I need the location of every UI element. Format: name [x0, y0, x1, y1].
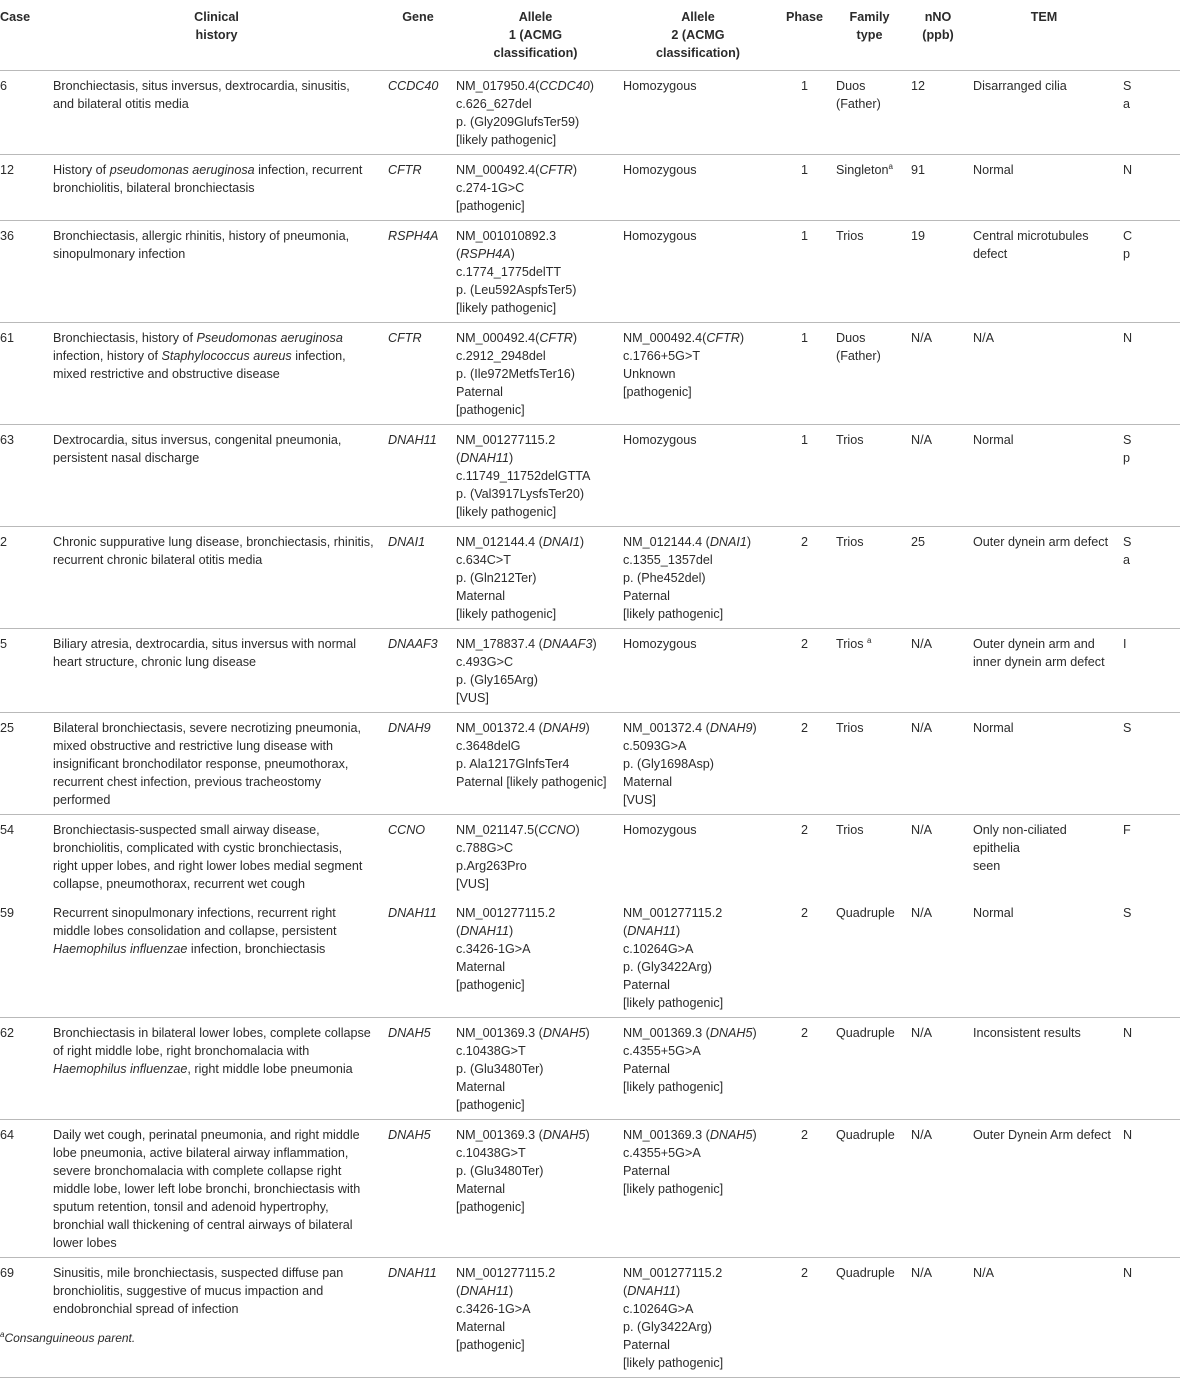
- cell-clinical-history: Biliary atresia, dextrocardia, situs inversus with normal heart structure, chronic lung disease: [49, 629, 384, 713]
- italic-term: DNAH11: [460, 451, 509, 465]
- header-cropped: [1119, 0, 1180, 71]
- cell-case: 5: [0, 629, 49, 713]
- cell-allele-2: NM_001369.3 (DNAH5) c.4355+5G>A Paternal [likely pathogenic]: [619, 1120, 777, 1258]
- cell-allele-2: Homozygous: [619, 221, 777, 323]
- cell-phase: 2: [777, 1258, 832, 1378]
- italic-term: CFTR: [539, 163, 573, 177]
- cell-tem: N/A: [969, 1258, 1119, 1378]
- cell-allele-2: Homozygous: [619, 425, 777, 527]
- table-row: [0, 425, 1180, 527]
- cell-nno: N/A: [907, 898, 969, 1018]
- italic-term: DNAH5: [709, 1026, 753, 1040]
- cell-clinical-history: Daily wet cough, perinatal pneumonia, and right middle lobe pneumonia, active bilateral airway inflammation, severe bronchomalacia with complete collapse right middle lobe, lower left lobe bronchi, bronchiectasis with sputum retention, tonsil and adenoid hypertrophy, bronchial wall thickening of central airways of bilateral lower lobes: [49, 1120, 384, 1258]
- cell-phase: 1: [777, 221, 832, 323]
- italic-term: Haemophilus influenzae: [53, 942, 188, 956]
- table-row: [0, 221, 1180, 323]
- cell-cropped: N: [1119, 155, 1180, 221]
- cell-family-type: Trios: [836, 823, 864, 837]
- cell-gene: DNAH5: [384, 1018, 452, 1120]
- italic-term: CFTR: [539, 331, 573, 345]
- cell-nno: N/A: [907, 425, 969, 527]
- cell-clinical-history: History of pseudomonas aeruginosa infection, recurrent bronchiolitis, bilateral bronchiectasis: [49, 155, 384, 221]
- cell-nno: N/A: [907, 713, 969, 815]
- cell-nno: 91: [907, 155, 969, 221]
- cell-family-type: Trios: [832, 221, 907, 323]
- cell-phase: 2: [777, 1120, 832, 1258]
- cell-allele-2: Homozygous: [619, 71, 777, 155]
- cell-phase: 1: [777, 425, 832, 527]
- cell-gene: DNAH11: [384, 898, 452, 1018]
- table-row: [0, 1018, 1180, 1120]
- cell-case: 62: [0, 1018, 49, 1120]
- cell-cropped: N: [1119, 1258, 1180, 1378]
- cell-cropped: S: [1119, 898, 1180, 1018]
- header-nno: nNO (ppb): [907, 0, 969, 71]
- cell-allele-2: NM_001369.3 (DNAH5) c.4355+5G>A Paternal [likely pathogenic]: [619, 1018, 777, 1120]
- cell-tem: Normal: [969, 425, 1119, 527]
- italic-term: DNAH5: [709, 1128, 753, 1142]
- cell-allele-1: NM_001277115.2 (DNAH11) c.3426-1G>A Maternal [pathogenic]: [452, 1258, 619, 1378]
- cell-phase: 1: [777, 71, 832, 155]
- italic-term: Staphylococcus aureus: [161, 349, 292, 363]
- cell-case: 59: [0, 898, 49, 1018]
- cell-gene: CFTR: [384, 155, 452, 221]
- cell-clinical-history: Sinusitis, mile bronchiectasis, suspected diffuse pan bronchiolitis, suggestive of mucus impaction and endobronchial spread of infection: [49, 1258, 384, 1378]
- cell-gene: DNAAF3: [384, 629, 452, 713]
- cell-cropped: N: [1119, 323, 1180, 425]
- cell-phase: 2: [777, 898, 832, 1018]
- cell-clinical-history: Bronchiectasis, allergic rhinitis, history of pneumonia, sinopulmonary infection: [49, 221, 384, 323]
- cell-family-type: Trios $^a$: [832, 629, 907, 713]
- header-allele-2: Allele 2 (ACMG classification): [619, 0, 777, 71]
- cell-nno: 19: [907, 221, 969, 323]
- cell-tem: Inconsistent results: [969, 1018, 1119, 1120]
- cell-allele-2: NM_000492.4(CFTR) c.1766+5G>T Unknown [pathogenic]: [619, 323, 777, 425]
- cell-case: 61: [0, 323, 49, 425]
- cell-allele-2: NM_001277115.2 (DNAH11) c.10264G>A p. (Gly3422Arg) Paternal [likely pathogenic]: [619, 1258, 777, 1378]
- cell-nno: N/A: [907, 1258, 969, 1378]
- cell-tem: Normal: [969, 898, 1119, 1018]
- cell-gene: DNAH11: [384, 425, 452, 527]
- italic-term: DNAH5: [542, 1026, 586, 1040]
- cell-allele-1: NM_000492.4(CFTR) c.274-1G>C [pathogenic]: [452, 155, 619, 221]
- header-row: [0, 0, 1180, 71]
- cell-allele-1: NM_021147.5(CCNO) c.788G>C p.Arg263Pro [VUS]: [456, 823, 580, 891]
- table-row: [0, 71, 1180, 155]
- cell-nno: 25: [907, 527, 969, 629]
- cell-cropped: S a: [1119, 71, 1180, 155]
- cell-nno: N/A: [907, 1120, 969, 1258]
- cell-gene: DNAH9: [384, 713, 452, 815]
- cell-case: 2: [0, 527, 49, 629]
- cell-allele-1: NM_001369.3 (DNAH5) c.10438G>T p. (Glu3480Ter) Maternal [pathogenic]: [452, 1120, 619, 1258]
- cell-family-type: Duos (Father): [832, 71, 907, 155]
- cell-family-type: Quadruple: [832, 1120, 907, 1258]
- cell-clinical-history: Bilateral bronchiectasis, severe necrotizing pneumonia, mixed obstructive and restrictive lung disease with insignificant bronchodilator response, pneumothorax, recurrent chest infection, previous tracheostomy performed: [49, 713, 384, 815]
- cell-phase: 2: [800, 823, 808, 837]
- cell-gene: DNAH5: [384, 1120, 452, 1258]
- cell-allele-2: Homozygous: [619, 629, 777, 713]
- cell-allele-1: NM_001277115.2 (DNAH11) c.3426-1G>A Maternal [pathogenic]: [452, 898, 619, 1018]
- cell-gene: DNAI1: [384, 527, 452, 629]
- cell-clinical-history: Bronchiectasis, history of Pseudomonas aeruginosa infection, history of Staphylococcus aureus infection, mixed restrictive and obstructive disease: [49, 323, 384, 425]
- cell-clinical-history: Chronic suppurative lung disease, bronchiectasis, rhinitis, recurrent chronic bilateral otitis media: [49, 527, 384, 629]
- cell-clinical-history: Bronchiectasis, situs inversus, dextrocardia, sinusitis, and bilateral otitis media: [49, 71, 384, 155]
- cell-cropped: N: [1119, 1018, 1180, 1120]
- cell-cropped: S a: [1119, 527, 1180, 629]
- header-gene: Gene: [384, 0, 452, 71]
- cell-family-type: Quadruple: [832, 1258, 907, 1378]
- table-row: [0, 815, 1180, 899]
- cell-tem: N/A: [969, 323, 1119, 425]
- header-tem: TEM: [969, 0, 1119, 71]
- cell-allele-1: NM_178837.4 (DNAAF3) c.493G>C p. (Gly165Arg) [VUS]: [452, 629, 619, 713]
- cell-family-type: Trios: [832, 527, 907, 629]
- italic-term: Haemophilus influenzae: [53, 1062, 188, 1076]
- cell-family-type: Singleton$^a$: [832, 155, 907, 221]
- cell-tem: Outer dynein arm and inner dynein arm defect: [969, 629, 1119, 713]
- cell-case: 69: [0, 1258, 49, 1378]
- cell-allele-2: NM_001372.4 (DNAH9) c.5093G>A p. (Gly1698Asp) Maternal [VUS]: [619, 713, 777, 815]
- cell-nno: N/A: [907, 1018, 969, 1120]
- cell-tem: Only non-ciliated epithelia seen: [973, 823, 1067, 873]
- cell-tem: Disarranged cilia: [969, 71, 1119, 155]
- cell-phase: 2: [777, 629, 832, 713]
- cell-case: 64: [0, 1120, 49, 1258]
- cell-phase: 1: [777, 323, 832, 425]
- cell-cropped: I: [1119, 629, 1180, 713]
- table-row: [0, 898, 1180, 1018]
- cell-allele-2: NM_012144.4 (DNAI1) c.1355_1357del p. (Phe452del) Paternal [likely pathogenic]: [619, 527, 777, 629]
- cell-nno: N/A: [911, 823, 932, 837]
- cell-cropped: N: [1119, 1120, 1180, 1258]
- cell-phase: 2: [777, 1018, 832, 1120]
- cell-allele-1: NM_017950.4(CCDC40) c.626_627del p. (Gly209GlufsTer59) [likely pathogenic]: [452, 71, 619, 155]
- cell-gene: CFTR: [384, 323, 452, 425]
- italic-term: DNAH9: [542, 721, 586, 735]
- cell-family-type: Duos (Father): [832, 323, 907, 425]
- cell-nno: 12: [907, 71, 969, 155]
- italic-term: DNAH11: [627, 924, 676, 938]
- italic-term: DNAH11: [460, 924, 509, 938]
- footnote-marker: a: [0, 1330, 5, 1339]
- cell-case: 12: [0, 155, 49, 221]
- cell-family-type: Quadruple: [832, 898, 907, 1018]
- cell-nno: N/A: [907, 323, 969, 425]
- cell-clinical-history: Bronchiectasis-suspected small airway disease, bronchiolitis, complicated with cystic bronchiectasis, right upper lobes, and right lower lobes medial segment collapse, pneumothorax, recurrent wet cough: [53, 823, 363, 891]
- italic-term: CCNO: [538, 823, 576, 837]
- cell-case: 63: [0, 425, 49, 527]
- cell-cropped: S: [1119, 713, 1180, 815]
- cell-allele-1: NM_001010892.3 (RSPH4A) c.1774_1775delTT p. (Leu592AspfsTer5) [likely pathogenic]: [452, 221, 619, 323]
- table-row: [0, 527, 1180, 629]
- cell-phase: 2: [777, 527, 832, 629]
- italic-term: DNAAF3: [542, 637, 593, 651]
- cell-nno: N/A: [907, 629, 969, 713]
- cell-clinical-history: Recurrent sinopulmonary infections, recurrent right middle lobes consolidation and collapse, persistent Haemophilus influenzae infection, bronchiectasis: [49, 898, 384, 1018]
- cell-gene: RSPH4A: [384, 221, 452, 323]
- cell-allele-1: NM_001372.4 (DNAH9) c.3648delG p. Ala1217GlnfsTer4 Paternal [likely pathogenic]: [452, 713, 619, 815]
- cell-allele-2: Homozygous: [623, 823, 697, 837]
- cell-case: 6: [0, 71, 49, 155]
- cell-case: 54: [0, 823, 15, 837]
- italic-term: DNAH11: [627, 1284, 676, 1298]
- table-row: [0, 713, 1180, 815]
- table-body: [0, 71, 1180, 1378]
- cell-family-type: Trios: [832, 425, 907, 527]
- superscript-marker: a: [867, 635, 872, 645]
- table-row: [0, 1258, 1180, 1378]
- cell-tem: Normal: [969, 713, 1119, 815]
- cell-allele-1: NM_001277115.2 (DNAH11) c.11749_11752delGTTA p. (Val3917LysfsTer20) [likely pathogenic]: [452, 425, 619, 527]
- header-family-type: Family type: [832, 0, 907, 71]
- table-footnote: [0, 1331, 135, 1345]
- cell-case: 25: [0, 713, 49, 815]
- cell-family-type: Trios: [832, 713, 907, 815]
- cell-tem: Outer Dynein Arm defect: [969, 1120, 1119, 1258]
- italic-term: Pseudomonas aeruginosa: [196, 331, 343, 345]
- cell-clinical-history: Bronchiectasis in bilateral lower lobes, complete collapse of right middle lobe, right bronchomalacia with Haemophilus influenzae, right middle lobe pneumonia: [49, 1018, 384, 1120]
- cell-cropped: S p: [1119, 425, 1180, 527]
- cell-case: 36: [0, 221, 49, 323]
- italic-term: CFTR: [706, 331, 740, 345]
- cell-allele-1: NM_001369.3 (DNAH5) c.10438G>T p. (Glu3480Ter) Maternal [pathogenic]: [452, 1018, 619, 1120]
- italic-term: CCDC40: [539, 79, 590, 93]
- header-phase: Phase: [777, 0, 832, 71]
- header-clinical-history: Clinical history: [49, 0, 384, 71]
- cell-tem: Central microtubules defect: [969, 221, 1119, 323]
- cell-gene: CCNO: [388, 823, 426, 837]
- table-row: [0, 1120, 1180, 1258]
- italic-term: DNAI1: [709, 535, 747, 549]
- italic-term: DNAH5: [542, 1128, 586, 1142]
- table-row: [0, 323, 1180, 425]
- cell-tem: Normal: [969, 155, 1119, 221]
- header-case: Case: [0, 0, 49, 71]
- header-allele-1: Allele 1 (ACMG classification): [452, 0, 619, 71]
- cell-phase: 2: [777, 713, 832, 815]
- footnote-text: Consanguineous parent.: [4, 1331, 136, 1345]
- cell-allele-1: NM_000492.4(CFTR) c.2912_2948del p. (Ile972MetfsTer16) Paternal [pathogenic]: [452, 323, 619, 425]
- italic-term: DNAH9: [709, 721, 753, 735]
- cell-allele-2: NM_001277115.2 (DNAH11) c.10264G>A p. (Gly3422Arg) Paternal [likely pathogenic]: [619, 898, 777, 1018]
- cell-gene: DNAH11: [384, 1258, 452, 1378]
- cell-gene: CCDC40: [384, 71, 452, 155]
- table-row: [0, 629, 1180, 713]
- cell-cropped: F: [1123, 823, 1131, 837]
- cell-clinical-history: Dextrocardia, situs inversus, congenital pneumonia, persistent nasal discharge: [49, 425, 384, 527]
- italic-term: pseudomonas aeruginosa: [109, 163, 255, 177]
- cell-allele-2: Homozygous: [619, 155, 777, 221]
- italic-term: DNAI1: [542, 535, 580, 549]
- cell-cropped: C p: [1119, 221, 1180, 323]
- cell-allele-1: NM_012144.4 (DNAI1) c.634C>T p. (Gln212Ter) Maternal [likely pathogenic]: [452, 527, 619, 629]
- superscript-marker: a: [888, 161, 893, 171]
- italic-term: DNAH11: [460, 1284, 509, 1298]
- cell-tem: Outer dynein arm defect: [969, 527, 1119, 629]
- cell-phase: 1: [777, 155, 832, 221]
- cell-family-type: Quadruple: [832, 1018, 907, 1120]
- table-row: [0, 155, 1180, 221]
- italic-term: RSPH4A: [460, 247, 511, 261]
